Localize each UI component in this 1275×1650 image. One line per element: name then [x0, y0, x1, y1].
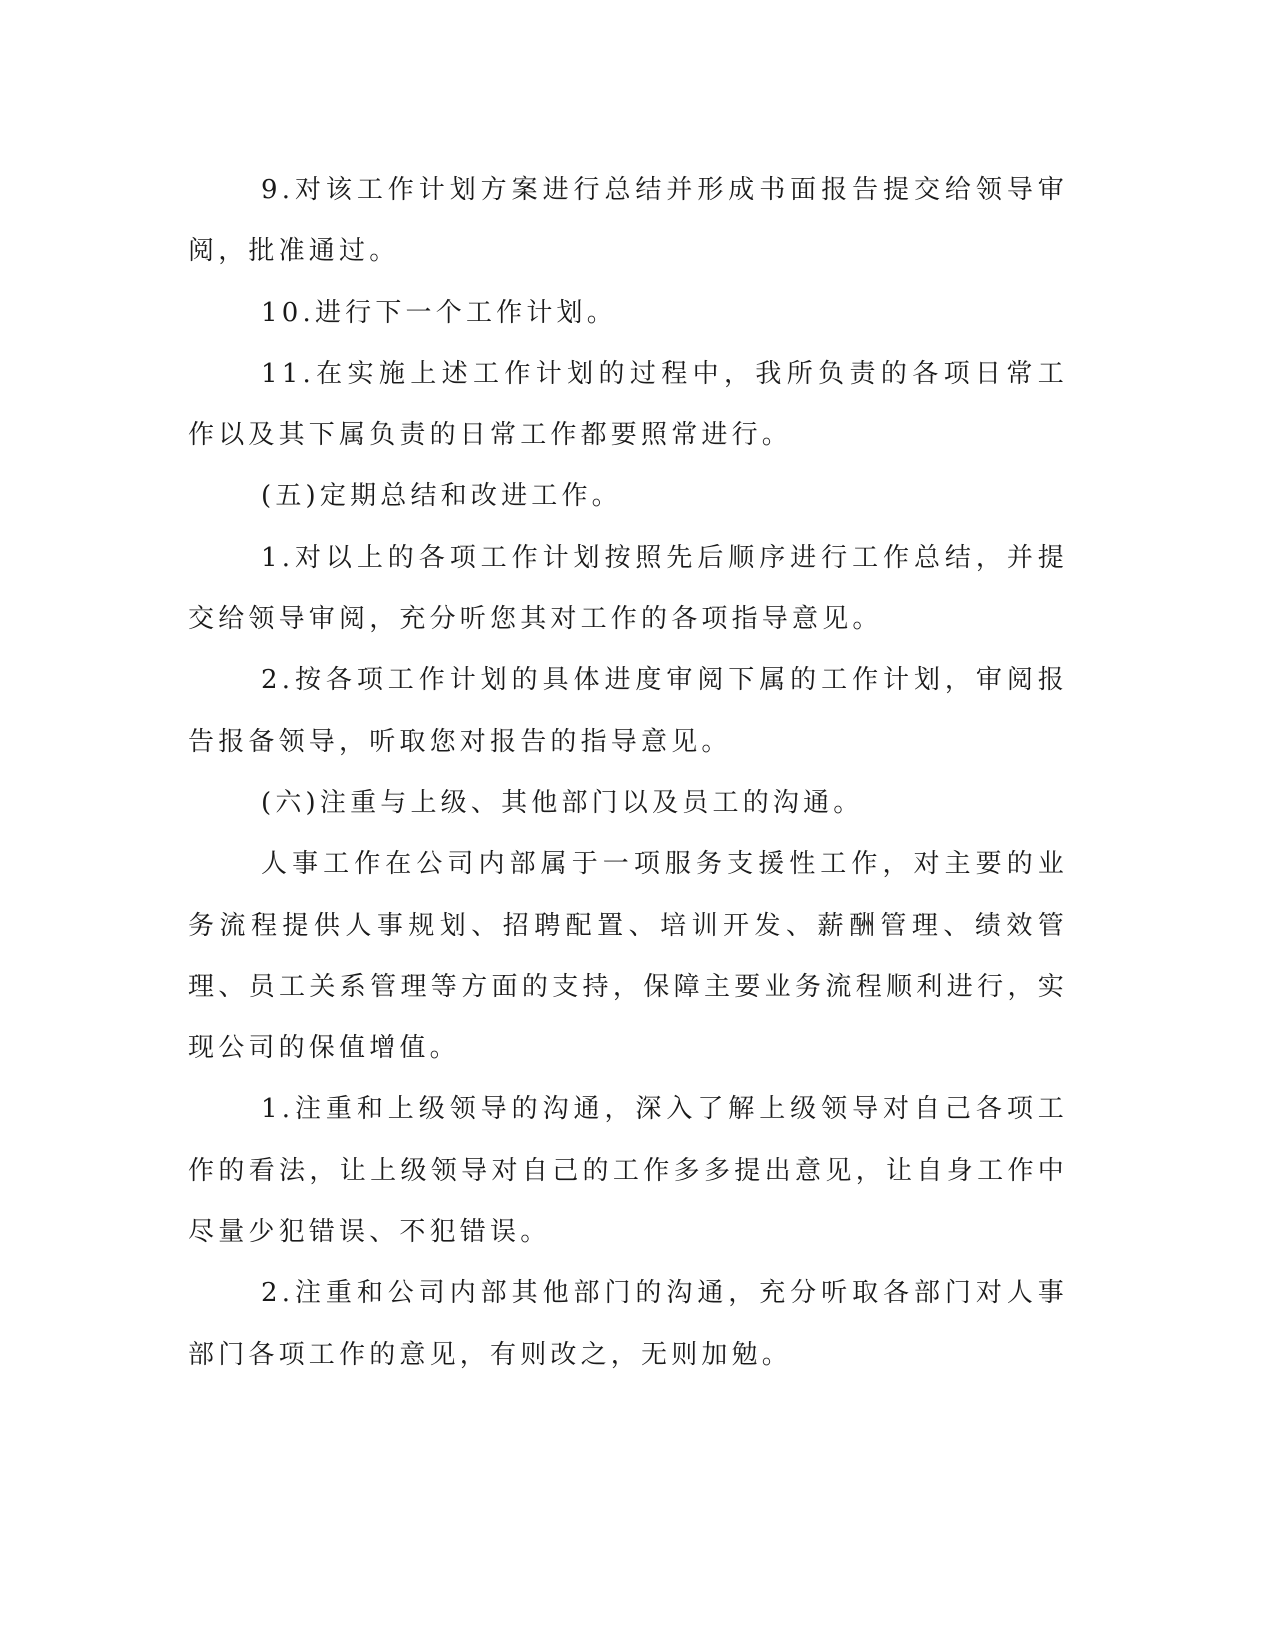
paragraph-superior-communication: 1.注重和上级领导的沟通，深入了解上级领导对自己各项工作的看法，让上级领导对自己的工作多多提出意见，让自身工作中尽量少犯错误、不犯错误。 — [188, 1094, 1068, 1248]
paragraph-review-progress: 2.按各项工作计划的具体进度审阅下属的工作计划，审阅报告报备领导，听取您对报告的指导意见。 — [188, 665, 1068, 757]
paragraph-department-communication: 2.注重和公司内部其他部门的沟通，充分听取各部门对人事部门各项工作的意见，有则改之，无则加勉。 — [188, 1278, 1068, 1370]
section-heading-six: (六)注重与上级、其他部门以及员工的沟通。 — [261, 787, 864, 818]
document-body — [188, 160, 1068, 1386]
paragraph-daily-work: 11.在实施上述工作计划的过程中，我所负责的各项日常工作以及其下属负责的日常工作都要照常进行。 — [188, 358, 1068, 451]
paragraph-review-summary: 1.对以上的各项工作计划按照先后顺序进行工作总结，并提交给领导审阅，充分听您其对工作的各项指导意见。 — [188, 542, 1068, 635]
paragraph-hr-support: 人事工作在公司内部属于一项服务支援性工作，对主要的业务流程提供人事规划、招聘配置、培训开发、薪酬管理、绩效管理、员工关系管理等方面的支持，保障主要业务流程顺利进行，实现公司的保值增值。 — [188, 849, 1068, 1064]
paragraph-summary-report: 9.对该工作计划方案进行总结并形成书面报告提交给领导审阅，批准通过。 — [188, 175, 1068, 267]
section-heading-five: (五)定期总结和改进工作。 — [261, 481, 622, 512]
paragraph-next-plan: 10.进行下一个工作计划。 — [261, 297, 617, 328]
